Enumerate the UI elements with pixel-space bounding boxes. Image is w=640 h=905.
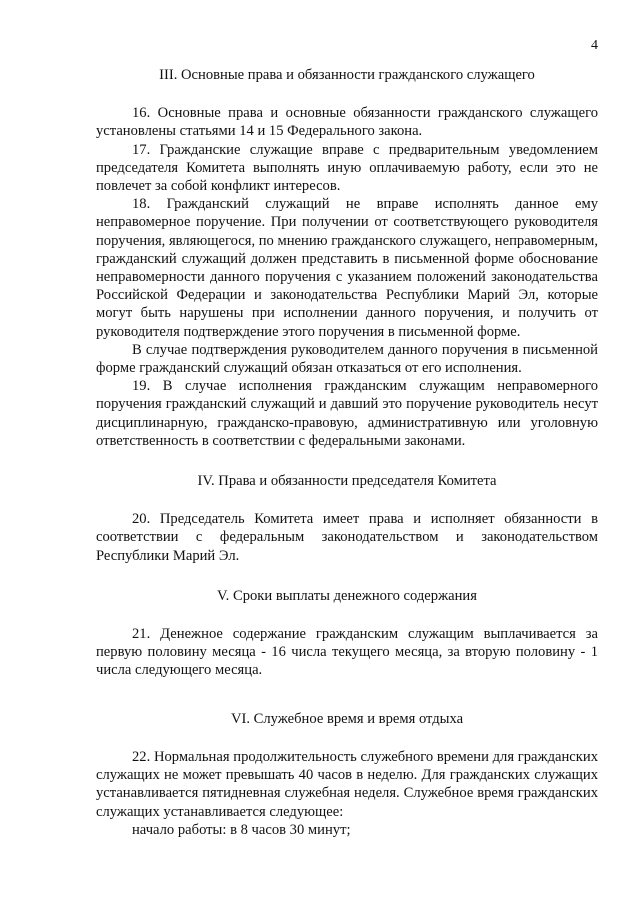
section-6-heading: VI. Служебное время и время отдыха — [230, 710, 464, 727]
paragraph-16: 16. Основные права и основные обязанности гражданского служащего установлены статьями 14 и 15 Федерального закона. — [96, 105, 598, 140]
document-body — [96, 66, 598, 839]
page-number: 4 — [591, 38, 598, 53]
paragraph-22: 22. Нормальная продолжительность служебного времени для гражданских служащих не может превышать 40 часов в неделю. Для гражданских служащих устанавливается пятидневная служебная неделя. Служебное время гражданских служащих устанавливается следующее: — [96, 748, 598, 820]
paragraph-18-continuation: В случае подтверждения руководителем данного поручения в письменной форме гражданский служащий обязан отказаться от его исполнения. — [96, 341, 598, 377]
paragraph-18: 18. Гражданский служащий не вправе исполнять данное ему неправомерное поручение. При получении от соответствующего руководителя поручения, являющегося, по мнению гражданского служащего, неправомерным, гражданский служащий должен представить в письменной форме обоснование неправомерности данного поручения с указанием положений законодательства Российской Федерации и законодательства Республики Марий Эл, которые могут быть нарушены при исполнении данного поручения, и получить от руководителя подтверждение этого поручения в письменной форме. — [96, 196, 598, 340]
paragraph-21: 21. Денежное содержание гражданским служащим выплачивается за первую половину месяца - 16 числа текущего месяца, за вторую половину - 1 числа следующего месяца. — [96, 626, 598, 679]
section-4-heading: IV. Права и обязанности председателя Комитета — [197, 473, 497, 490]
paragraph-20: 20. Председатель Комитета имеет права и исполняет обязанности в соответствии с федеральным законодательством и законодательством Республики Марий Эл. — [96, 511, 598, 564]
section-5-heading: V. Сроки выплаты денежного содержания — [217, 587, 477, 604]
paragraph-17: 17. Гражданские служащие вправе с предварительным уведомлением председателя Комитета выполнять иную оплачиваемую работу, если это не повлечет за собой конфликт интересов. — [96, 141, 598, 195]
section-3-heading: III. Основные права и обязанности гражданского служащего — [159, 67, 535, 83]
paragraph-22-work-start: начало работы: в 8 часов 30 минут; — [132, 821, 351, 838]
paragraph-19: 19. В случае исполнения гражданским служащим неправомерного поручения гражданский служащий и давший это поручение руководитель несут дисциплинарную, гражданско-правовую, административную или уголовную ответственность в соответствии с федеральными законами. — [96, 378, 598, 449]
